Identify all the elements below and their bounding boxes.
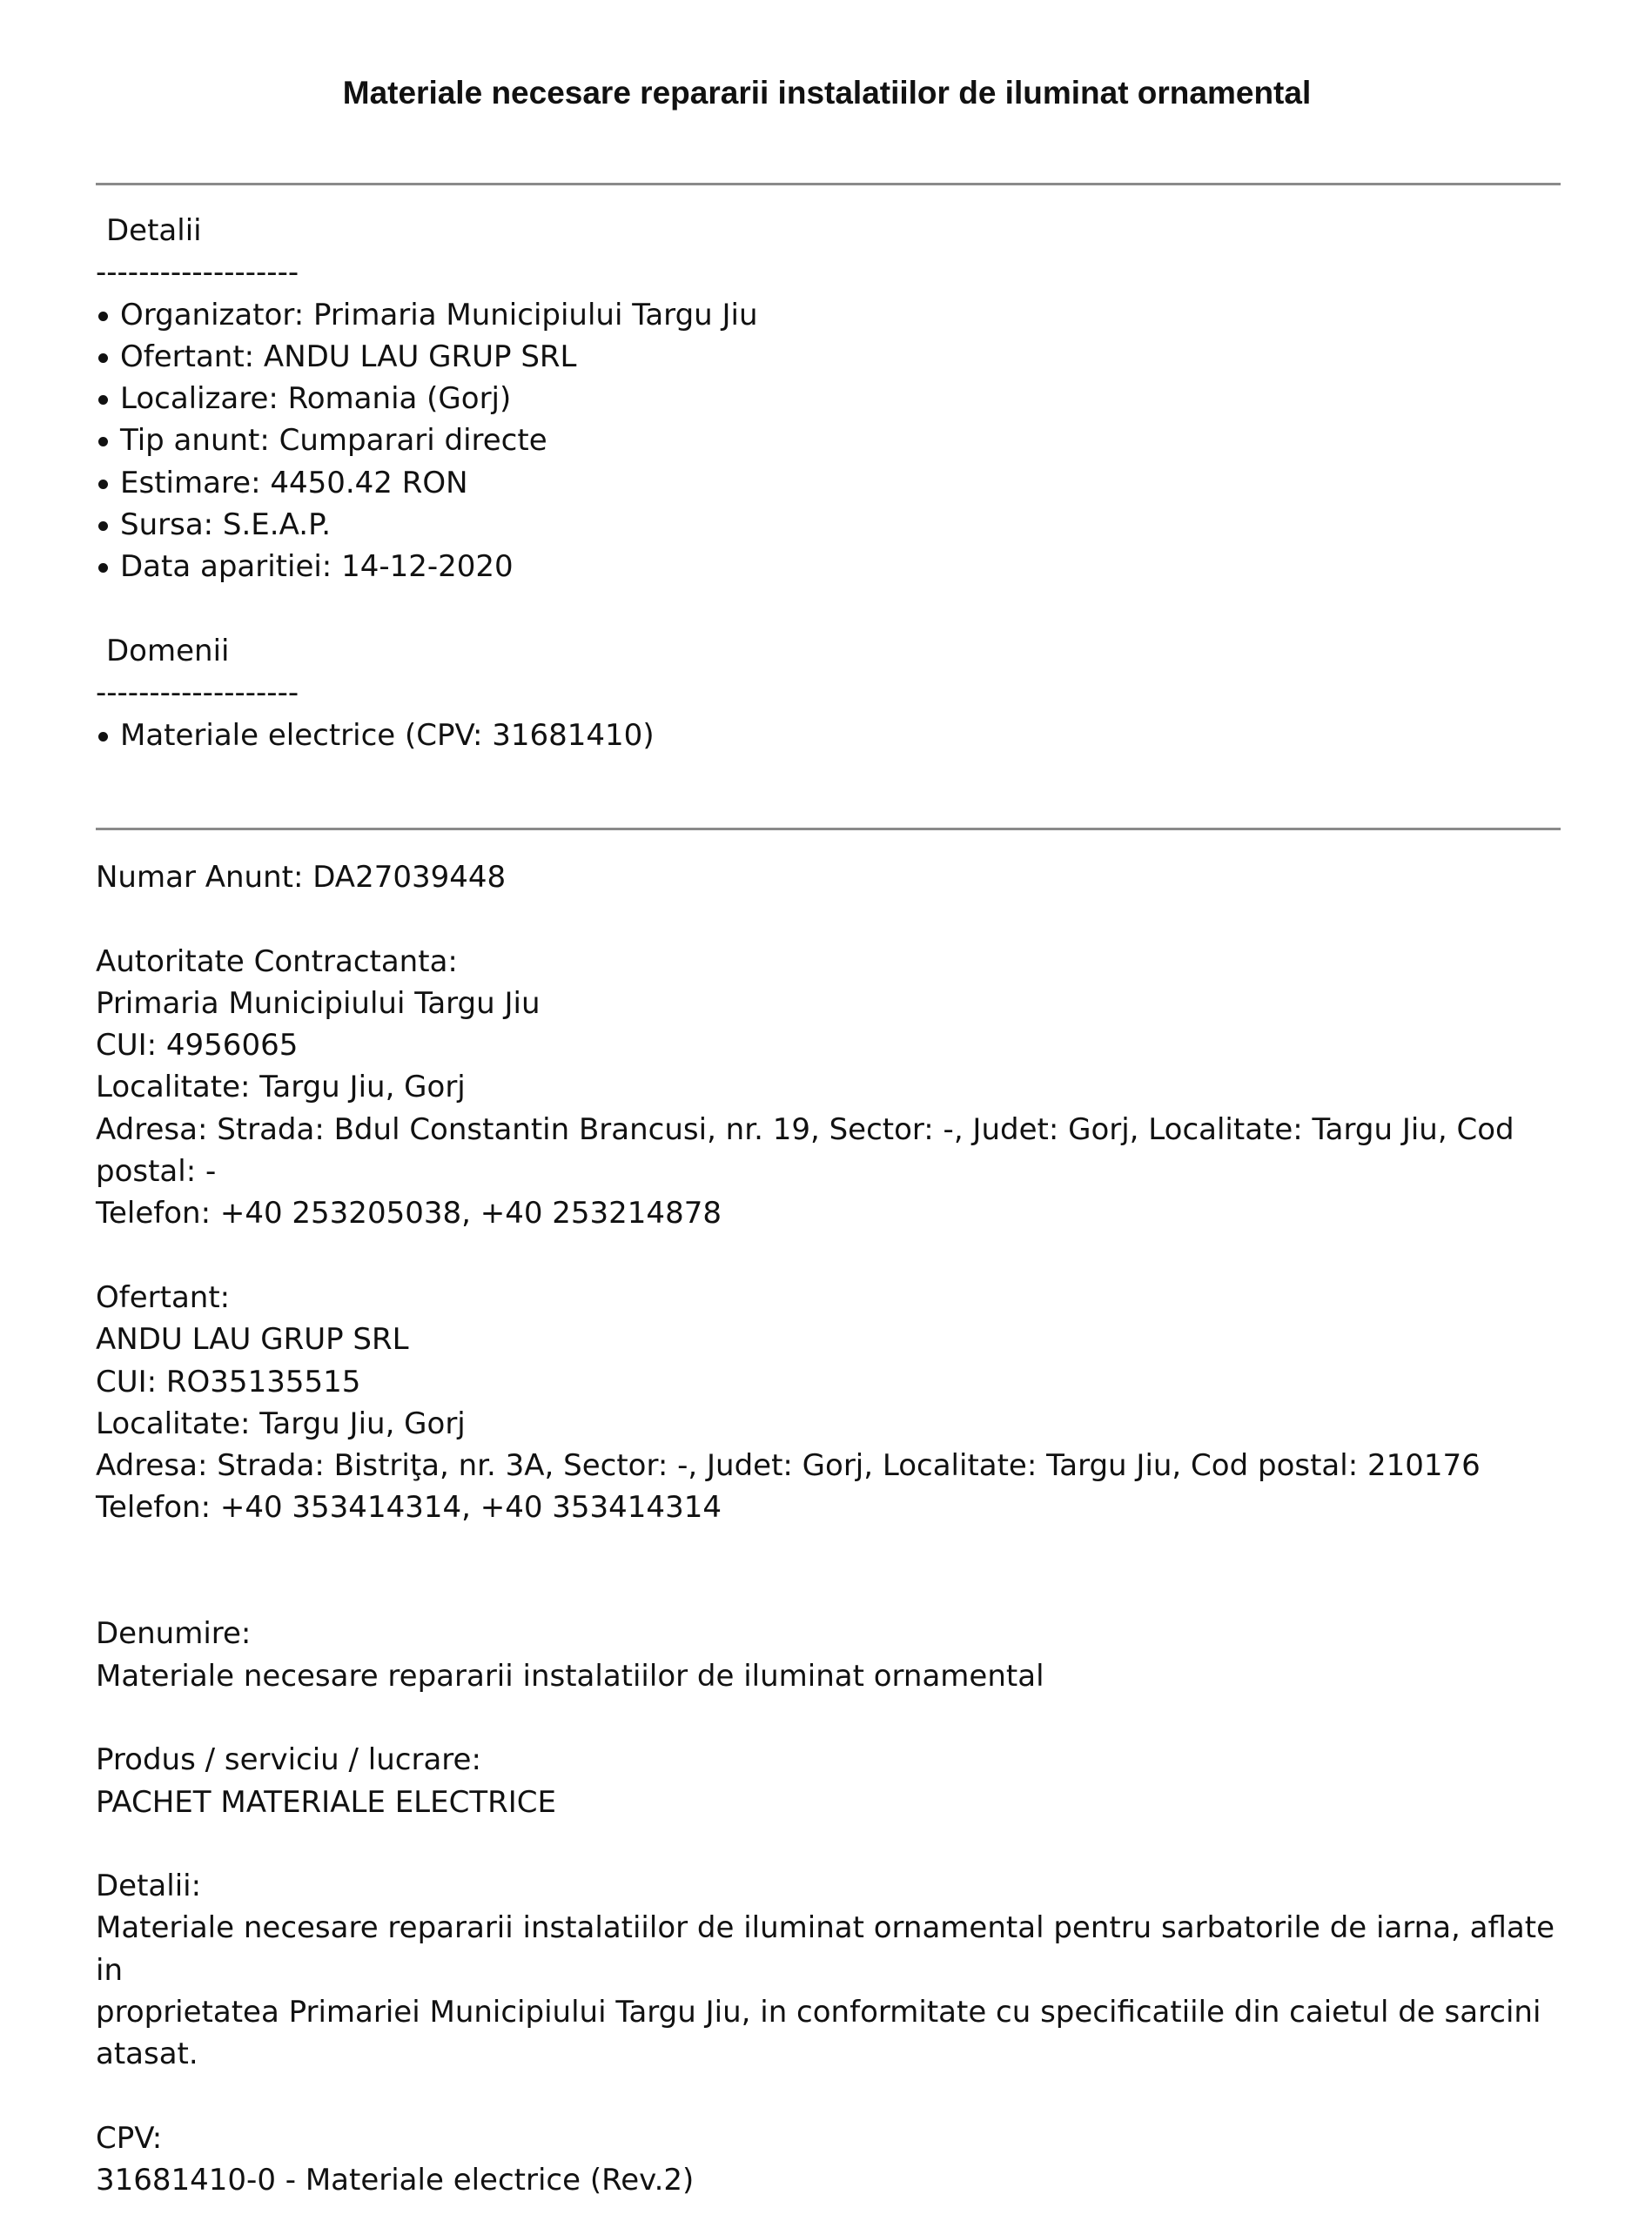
details-heading: Detalii [106,213,202,248]
cpv-block [96,2117,1567,2202]
authority-address-line2: postal: - [96,1154,217,1190]
list-item-text: Localizare: Romania (Gorj) [120,381,512,417]
bidder-locality: Localitate: Targu Jiu, Gorj [96,1406,466,1441]
authority-cui: CUI: 4956065 [96,1028,299,1064]
bidder-label: Ofertant: [96,1279,231,1315]
list-item-text: Estimare: 4450.42 RON [120,465,468,500]
list-item [96,546,1567,587]
authority-name: Primaria Municipiului Targu Jiu [96,985,541,1021]
bidder-name: ANDU LAU GRUP SRL [96,1322,409,1358]
list-item-text: Tip anunt: Cumparari directe [120,423,547,459]
product-label: Produs / serviciu / lucrare: [96,1742,481,1778]
name-label: Denumire: [96,1616,252,1652]
bullet-icon [98,732,108,742]
announcement-number: Numar Anunt: DA27039448 [96,860,507,895]
domains-list [96,715,1567,756]
domains-heading: Domenii [106,634,230,668]
middle-divider [96,828,1561,830]
authority-block [96,941,1567,1235]
list-item [96,336,1567,378]
authority-locality: Localitate: Targu Jiu, Gorj [96,1070,466,1105]
bullet-icon [98,437,108,446]
description-block [96,1865,1567,2075]
description-line: proprietatea Primariei Municipiului Targu Jiu, in conformitate cu specificatiile din caietul de sarcini [96,1995,1541,2030]
list-item-text: Ofertant: ANDU LAU GRUP SRL [120,339,577,374]
list-item-text: Organizator: Primaria Municipiului Targu Jiu [120,297,758,332]
bullet-icon [98,480,108,489]
name-value: Materiale necesare repararii instalatiilor de iluminat ornamental [96,1658,1044,1694]
page-title: Materiale necesare repararii instalatiilor de iluminat ornamental [342,75,1312,111]
bidder-cui: CUI: RO35135515 [96,1364,361,1399]
bullet-icon [98,312,108,321]
cpv-label: CPV: [96,2120,163,2156]
name-block [96,1613,1567,1697]
list-item-text: Sursa: S.E.A.P. [120,507,332,543]
list-item-text: Materiale electrice (CPV: 31681410) [120,717,655,753]
details-section [96,210,1567,588]
product-block [96,1739,1567,1823]
description-line: Materiale necesare repararii instalatiilor de iluminat ornamental pentru sarbatorile de iarna, aflate in [96,1910,1555,1988]
bullet-icon [98,521,108,531]
cpv-value: 31681410-0 - Materiale electrice (Rev.2) [96,2163,695,2198]
list-item-text: Data aparitiei: 14-12-2020 [120,549,514,585]
spacer [96,1571,1567,1613]
authority-address-line1: Adresa: Strada: Bdul Constantin Brancusi, nr. 19, Sector: -, Judet: Gorj, Localitate: Targu Jiu, Cod [96,1111,1514,1147]
announcement-number-block [96,856,1567,898]
list-item [96,462,1567,504]
authority-label: Autoritate Contractanta: [96,943,458,979]
bullet-icon [98,563,108,573]
domains-dashes: ------------------- [96,675,299,711]
bidder-block [96,1277,1567,1529]
list-item [96,715,1567,756]
details-list [96,294,1567,588]
bullet-icon [98,353,108,363]
list-item [96,294,1567,336]
description-label: Detalii: [96,1869,202,1904]
authority-phone: Telefon: +40 253205038, +40 253214878 [96,1196,722,1231]
list-item [96,504,1567,546]
list-item [96,378,1567,419]
details-dashes: ------------------- [96,255,299,291]
bullet-icon [98,395,108,405]
top-divider [96,183,1561,185]
list-item [96,419,1567,461]
announcement-body [96,856,1567,2202]
description-line: atasat. [96,2037,198,2072]
product-value: PACHET MATERIALE ELECTRICE [96,1784,556,1820]
domains-section [96,630,1567,756]
bidder-phone: Telefon: +40 353414314, +40 353414314 [96,1490,722,1526]
bidder-address: Adresa: Strada: Bistriţa, nr. 3A, Sector: -, Judet: Gorj, Localitate: Targu Jiu, Cod postal: 210176 [96,1448,1481,1484]
